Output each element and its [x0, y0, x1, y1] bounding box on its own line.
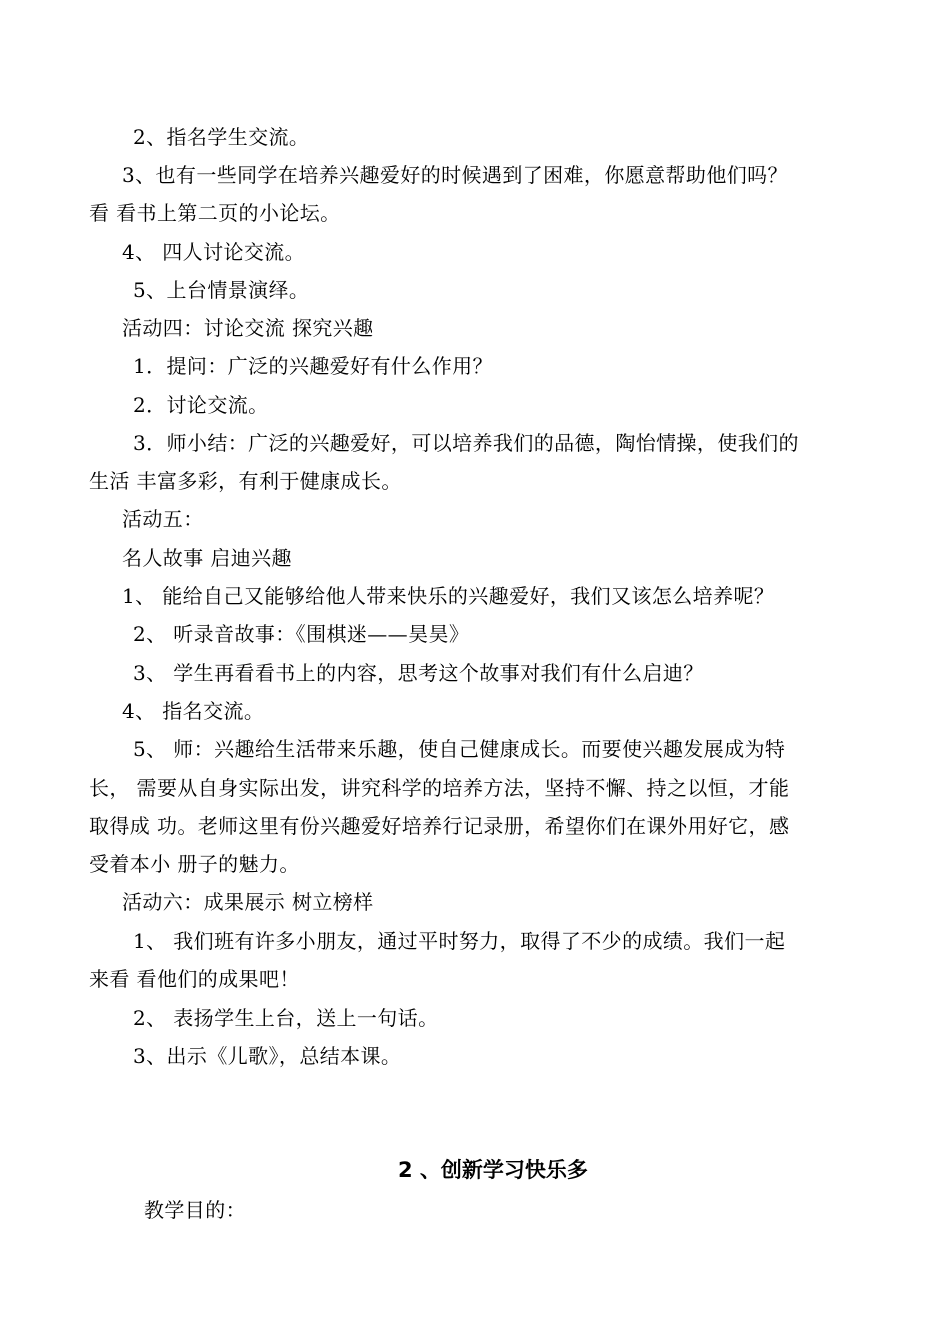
activity-4-step-1: 1．提问：广泛的兴趣爱好有什么作用？ [133, 354, 493, 378]
activity-6-step-1-continuation: 来看 看他们的成果吧！ [89, 967, 300, 991]
activity-5-step-5-continuation-2: 取得成 功。老师这里有份兴趣爱好培养行记录册，希望你们在课外用好它，感 [89, 814, 790, 838]
step-2-share: 2、指名学生交流。 [133, 125, 310, 149]
activity-5-step-5-continuation-1: 长， 需要从自身实际出发，讲究科学的培养方法，坚持不懈、持之以恒，才能 [89, 776, 790, 800]
section-title: 2 、创新学习快乐多 [398, 1158, 588, 1182]
activity-5-step-5-continuation-3: 受着本小 册子的魅力。 [89, 852, 300, 876]
activity-4-heading: 活动四：讨论交流 探究兴趣 [122, 316, 374, 340]
activity-4-step-2: 2．讨论交流。 [133, 393, 269, 417]
step-3-help-question: 3、也有一些同学在培养兴趣爱好的时候遇到了困难，你愿意帮助他们吗？ [122, 163, 788, 187]
activity-5-step-2: 2、 听录音故事：《围棋迷——昊昊》 [133, 622, 470, 646]
activity-6-heading: 活动六：成果展示 树立榜样 [122, 890, 374, 914]
activity-5-subtitle: 名人故事 启迪兴趣 [122, 546, 292, 570]
activity-5-heading: 活动五： [122, 507, 204, 531]
teaching-objectives-label: 教学目的： [144, 1198, 246, 1222]
activity-6-step-3: 3、出示《儿歌》，总结本课。 [133, 1044, 402, 1068]
activity-6-step-2: 2、 表扬学生上台，送上一句话。 [133, 1006, 439, 1030]
activity-5-step-5: 5、 师：兴趣给生活带来乐趣，使自己健康成长。而要使兴趣发展成为特 [133, 737, 786, 761]
activity-4-step-3-continuation: 生活 丰富多彩，有利于健康成长。 [89, 469, 402, 493]
activity-5-step-4: 4、 指名交流。 [122, 699, 265, 723]
activity-6-step-1: 1、 我们班有许多小朋友，通过平时努力，取得了不少的成绩。我们一起 [133, 929, 786, 953]
activity-5-step-1: 1、 能给自己又能够给他人带来快乐的兴趣爱好，我们又该怎么培养呢？ [122, 584, 775, 608]
step-3-continuation: 看 看书上第二页的小论坛。 [89, 201, 341, 225]
activity-5-step-3: 3、 学生再看看书上的内容，思考这个故事对我们有什么启迪？ [133, 661, 704, 685]
step-5-roleplay: 5、上台情景演绎。 [133, 278, 310, 302]
activity-4-step-3: 3．师小结：广泛的兴趣爱好，可以培养我们的品德，陶怡情操，使我们的 [133, 431, 799, 455]
step-4-discussion: 4、 四人讨论交流。 [122, 240, 306, 264]
